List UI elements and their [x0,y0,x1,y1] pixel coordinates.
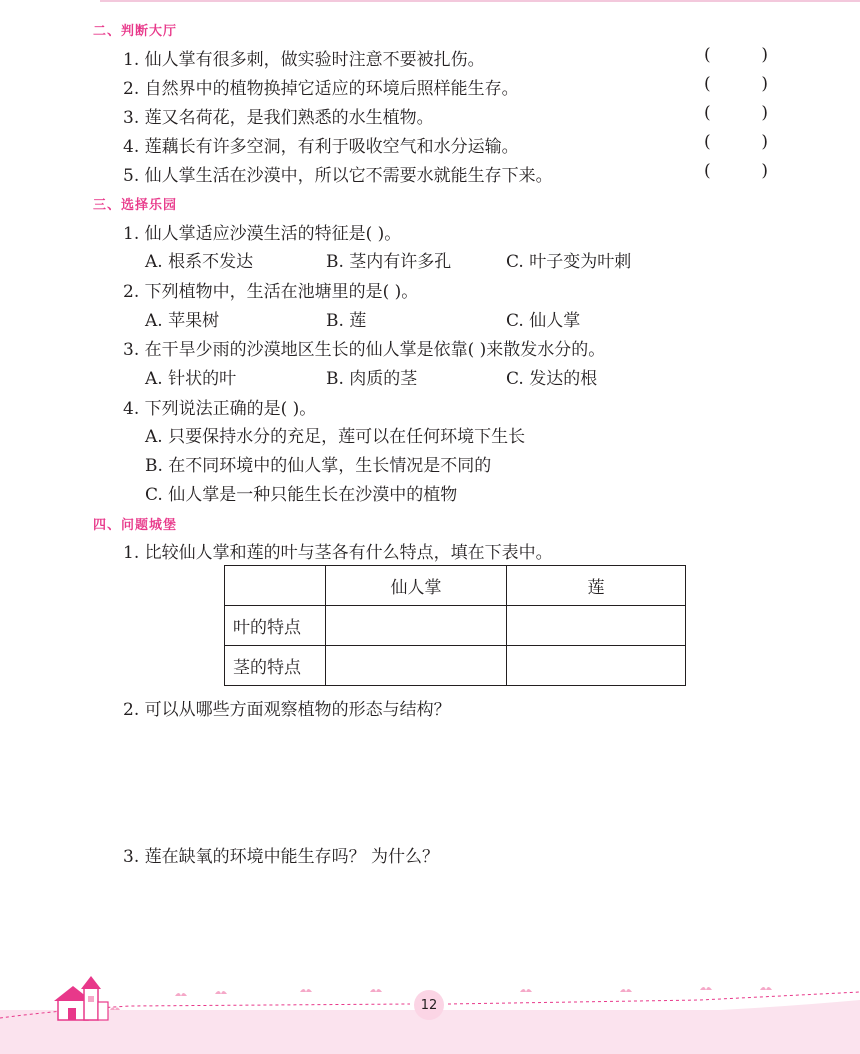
table-cell-lotus-stem[interactable] [507,646,686,686]
section-title-questions: 四、问题城堡 [93,518,178,533]
paren-open: ( [704,45,711,65]
choice-option-3a[interactable]: A. 针状的叶 [145,369,237,389]
table-cell-lotus-leaf[interactable] [507,606,686,646]
paren-open: ( [704,74,711,94]
table-row-label-stem: 茎的特点 [225,646,326,686]
table-header-empty [225,566,326,606]
paren-open: ( [704,132,711,152]
comparison-table [224,565,686,686]
judgement-item-1: 1. 仙人掌有很多刺，做实验时注意不要被扎伤。 [123,50,485,70]
judgement-item-5: 5. 仙人掌生活在沙漠中，所以它不需要水就能生存下来。 [123,166,553,186]
table-header-cactus: 仙人掌 [326,566,507,606]
top-border-line [100,0,860,2]
choice-question-2: 2. 下列植物中，生活在池塘里的是( )。 [123,282,419,302]
choice-question-3: 3. 在干旱少雨的沙漠地区生长的仙人掌是依靠( )来散发水分的。 [123,340,606,360]
dashed-path-right [448,992,860,1004]
table-row-label-leaf: 叶的特点 [225,606,326,646]
section-title-judgement: 二、判断大厅 [93,24,178,39]
table-header-lotus: 莲 [507,566,686,606]
open-question-2: 2. 可以从哪些方面观察植物的形态与结构？ [123,700,451,720]
paren-close: ) [761,45,768,65]
paren-close: ) [761,132,768,152]
table-header-row [225,566,686,606]
choice-option-2c[interactable]: C. 仙人掌 [506,311,581,331]
choice-option-2b[interactable]: B. 莲 [326,311,367,331]
page-number-badge: 12 [414,990,444,1020]
grass-sprouts-icon [175,987,772,996]
table-row [225,646,686,686]
answer-area-2[interactable] [123,725,763,825]
choice-question-4: 4. 下列说法正确的是( )。 [123,399,317,419]
choice-question-1: 1. 仙人掌适应沙漠生活的特征是( )。 [123,224,402,244]
house-icon [54,976,120,1020]
paren-open: ( [704,103,711,123]
paren-close: ) [761,103,768,123]
choice-option-2a[interactable]: A. 苹果树 [145,311,220,331]
judgement-item-3: 3. 莲又名荷花，是我们熟悉的水生植物。 [123,108,434,128]
table-cell-cactus-leaf[interactable] [326,606,507,646]
choice-option-3b[interactable]: B. 肉质的茎 [326,369,418,389]
paren-close: ) [761,161,768,181]
choice-option-4a[interactable]: A. 只要保持水分的充足，莲可以在任何环境下生长 [145,427,526,447]
table-cell-cactus-stem[interactable] [326,646,507,686]
open-question-1: 1. 比较仙人掌和莲的叶与茎各有什么特点，填在下表中。 [123,543,553,563]
choice-option-1a[interactable]: A. 根系不发达 [145,252,254,272]
choice-option-1b[interactable]: B. 茎内有许多孔 [326,252,452,272]
answer-area-3[interactable] [123,872,763,972]
choice-option-3c[interactable]: C. 发达的根 [506,369,598,389]
paren-close: ) [761,74,768,94]
judgement-item-4: 4. 莲藕长有许多空洞，有利于吸收空气和水分运输。 [123,137,519,157]
choice-option-1c[interactable]: C. 叶子变为叶刺 [506,252,632,272]
choice-option-4c[interactable]: C. 仙人掌是一种只能生长在沙漠中的植物 [145,485,458,505]
section-title-choice: 三、选择乐园 [93,198,178,213]
table-row [225,606,686,646]
paren-open: ( [704,161,711,181]
choice-option-4b[interactable]: B. 在不同环境中的仙人掌，生长情况是不同的 [145,456,492,476]
open-question-3: 3. 莲在缺氧的环境中能生存吗？ 为什么？ [123,847,440,867]
judgement-item-2: 2. 自然界中的植物换掉它适应的环境后照样能生存。 [123,79,519,99]
